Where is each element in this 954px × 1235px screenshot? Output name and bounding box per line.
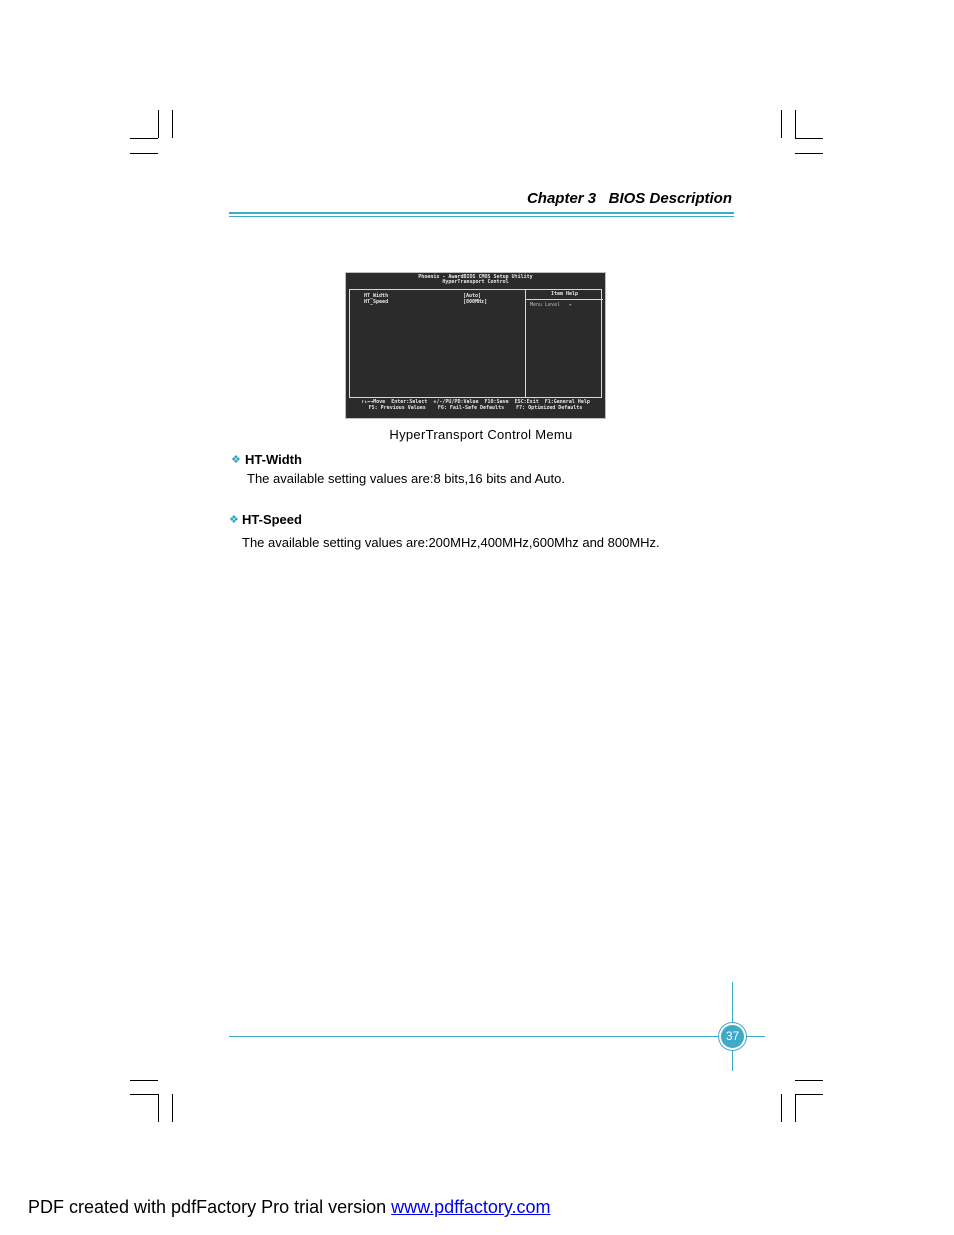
bios-footer-line1: ↑↓←→Move Enter:Select +/-/PU/PD:Value F10:Save ESC:Exit F1:General Help [361,399,590,405]
bullet-diamond-icon: ❖ [229,514,239,526]
figure-caption: HyperTransport Control Memu [389,427,573,442]
crop-mark [795,1094,796,1122]
bios-help-header: Item Help [550,291,579,297]
pdffactory-link[interactable]: www.pdffactory.com [391,1197,551,1217]
bios-item-ht-speed-value: [800MHz] [463,299,488,305]
crop-mark [130,138,158,139]
bios-subtitle: HyperTransport Control [442,279,509,285]
pdf-notice-text: PDF created with pdfFactory Pro trial version [28,1197,392,1217]
bios-help-text: Menu Level ▸ [530,302,573,308]
bios-divider [526,299,603,300]
crop-mark [158,110,159,138]
bios-screenshot [345,272,606,419]
page-number: 37 [719,1023,746,1050]
crop-mark [130,1080,158,1081]
crop-mark [172,1094,173,1122]
pdf-notice [28,1197,551,1218]
crop-mark [795,153,823,154]
bios-frame [349,289,602,398]
crop-mark [781,1094,782,1122]
bios-item-ht-speed-label: HT_Speed [364,299,389,305]
crop-mark [130,153,158,154]
header-rule [229,212,734,214]
bios-footer-line2: F5: Previous Values F6: Fail-Safe Defaults F7: Optimized Defaults [368,405,583,411]
section-text-ht-speed: The available setting values are:200MHz,400MHz,600Mhz and 800MHz. [242,535,660,550]
section-text-ht-width: The available setting values are:8 bits,16 bits and Auto. [247,471,565,486]
section-heading-ht-width: HT-Width [245,452,302,467]
crop-mark [795,1094,823,1095]
bios-title: Phoenix - AwardBIOS CMOS Setup Utility [418,274,533,280]
bullet-diamond-icon: ❖ [231,454,241,466]
header-rule [229,216,734,217]
crop-mark [795,110,796,138]
crop-mark [795,138,823,139]
section-heading-ht-speed: HT-Speed [242,512,302,527]
crop-mark [158,1094,159,1122]
bios-item-ht-width-label: HT_Width [364,293,389,299]
crop-mark [781,110,782,138]
crop-mark [130,1094,158,1095]
bios-item-ht-width-value: [Auto] [463,293,482,299]
footer-rule [229,1036,765,1037]
chapter-title: Chapter 3 BIOS Description [526,190,732,207]
bios-divider [525,290,526,397]
crop-mark [795,1080,823,1081]
crop-mark [172,110,173,138]
